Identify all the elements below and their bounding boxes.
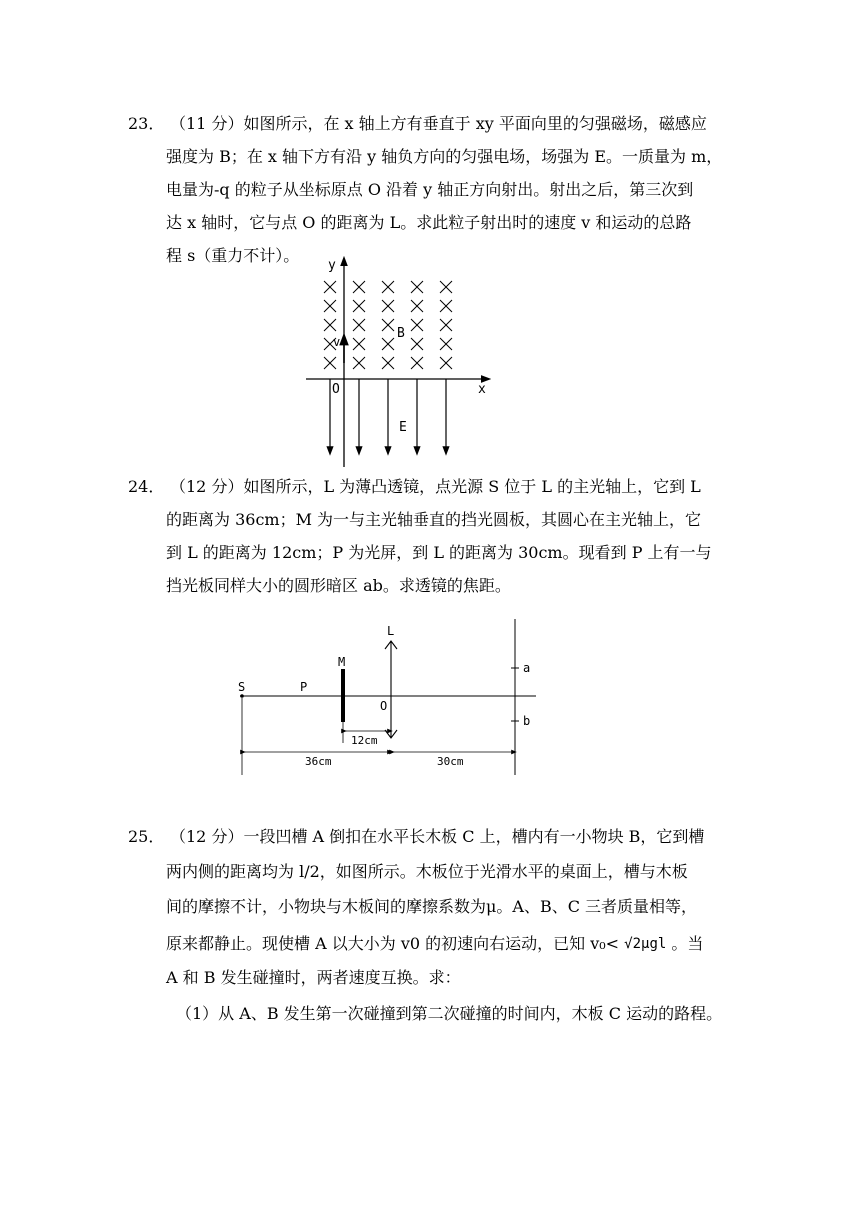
q24-number: 24． xyxy=(128,477,165,496)
source-label: S xyxy=(238,680,246,694)
q25-number: 25． xyxy=(128,827,165,846)
electric-field-arrows xyxy=(330,379,446,451)
field-b-label: B xyxy=(397,326,405,341)
point-b-label: b xyxy=(523,714,531,728)
origin-label: O xyxy=(332,382,340,397)
q24-line-4: 挡光板同样大小的圆形暗区 ab。求透镜的焦距。 xyxy=(166,576,511,595)
plate-m-label: M xyxy=(338,655,346,669)
q24-line-1: （12 分）如图所示，L 为薄凸透镜，点光源 S 位于 L 的主光轴上，它到 L xyxy=(170,477,701,496)
velocity-label: v xyxy=(333,335,341,349)
q23-line-2: 强度为 B；在 x 轴下方有沿 y 轴负方向的匀强电场，场强为 E。一质量为 m， xyxy=(166,147,723,166)
dim-36cm-label: 36cm xyxy=(305,755,332,768)
q25-sub-1: （1）从 A、B 发生第一次碰撞到第二次碰撞的时间内，木板 C 运动的路程。 xyxy=(176,1004,723,1023)
q24-line-2: 的距离为 36cm；M 为一与主光轴垂直的挡光圆板，其圆心在主光轴上，它 xyxy=(166,510,702,529)
dim-12cm-label: 12cm xyxy=(351,734,378,747)
source-point xyxy=(240,694,244,698)
sqrt-formula: √2μgl xyxy=(624,936,667,952)
q23-line-1: （11 分）如图所示，在 x 轴上方有垂直于 xy 平面向里的匀强磁场，磁感应 xyxy=(170,114,707,133)
q23-line-4: 达 x 轴时，它与点 O 的距离为 L。求此粒子射出时的速度 v 和运动的总路 xyxy=(166,213,692,232)
q25-line-1: （12 分）一段凹槽 A 倒扣在水平长木板 C 上，槽内有一小物块 B，它到槽 xyxy=(170,827,705,846)
point-a-label: a xyxy=(523,661,531,675)
screen-p-label: P xyxy=(300,680,308,694)
q24-line-3: 到 L 的距离为 12cm；P 为光屏，到 L 的距离为 30cm。现看到 P 上有一与 xyxy=(166,543,712,562)
x-axis-label: x xyxy=(478,382,486,397)
q25-line-4-end: 。当 xyxy=(671,934,704,953)
q25-line-3: 间的摩擦不计，小物块与木板间的摩擦系数为μ。A、B、C 三者质量相等， xyxy=(166,897,698,916)
q24-lens-diagram xyxy=(230,615,550,780)
q23-number: 23． xyxy=(128,114,165,133)
field-e-label: E xyxy=(399,420,407,435)
y-axis-label: y xyxy=(328,258,336,273)
q25-line-2: 两内侧的距离均为 l/2，如图所示。木板位于光滑水平的桌面上，槽与木板 xyxy=(166,862,688,881)
lens-label: L xyxy=(387,624,395,638)
q25-line-4 xyxy=(166,934,703,954)
q23-line-5: 程 s（重力不计）。 xyxy=(166,246,300,265)
q25-line-5: A 和 B 发生碰撞时，两者速度互换。求： xyxy=(166,968,461,987)
q23-field-diagram xyxy=(300,255,500,470)
q25-line-4-text: 原来都静止。现使槽 A 以大小为 v0 的初速向右运动，已知 v₀< xyxy=(166,934,620,953)
lens-origin-label: O xyxy=(380,699,388,713)
dim-30cm-label: 30cm xyxy=(437,755,464,768)
q23-line-3: 电量为-q 的粒子从坐标原点 O 沿着 y 轴正方向射出。射出之后，第三次到 xyxy=(166,180,694,199)
